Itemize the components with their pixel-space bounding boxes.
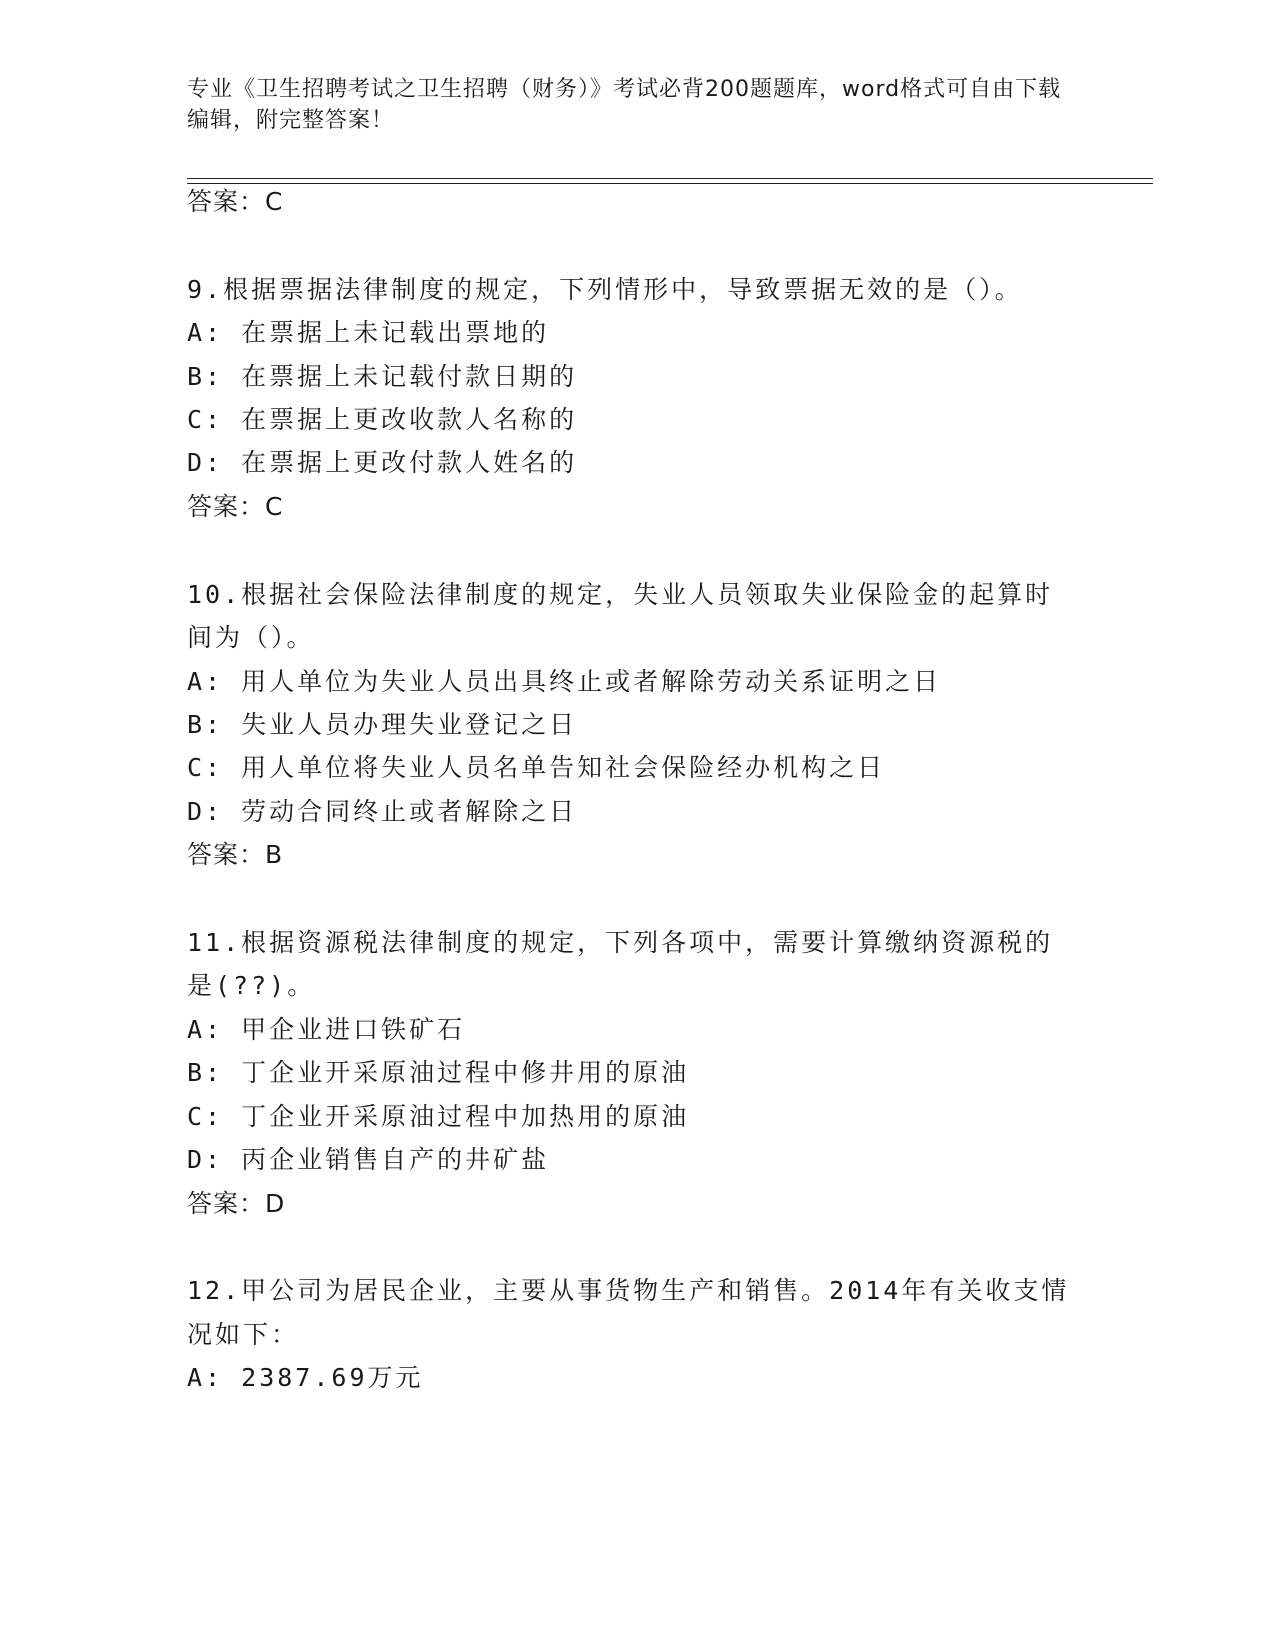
- header-rule-bottom: [187, 183, 1153, 184]
- question-10-stem-line2: 间为（）。: [187, 623, 315, 652]
- question-9-option-d: D: 在票据上更改付款人姓名的: [187, 448, 578, 477]
- question-11-answer: 答案：D: [187, 1189, 286, 1218]
- question-9-option-c: C: 在票据上更改收款人名称的: [187, 405, 578, 434]
- header-rule-top: [187, 178, 1153, 179]
- question-10-option-b: B: 失业人员办理失业登记之日: [187, 710, 578, 739]
- question-12-stem-line2: 况如下：: [187, 1320, 300, 1349]
- question-10-option-a: A: 用人单位为失业人员出具终止或者解除劳动关系证明之日: [187, 667, 942, 696]
- question-12-stem-line1: 12.甲公司为居民企业，主要从事货物生产和销售。2014年有关收支情: [187, 1276, 1070, 1305]
- question-10-option-d: D: 劳动合同终止或者解除之日: [187, 797, 578, 826]
- question-9-stem: 9.根据票据法律制度的规定，下列情形中，导致票据无效的是（）。: [187, 275, 1023, 304]
- question-10-answer: 答案：B: [187, 840, 284, 869]
- question-10-option-c: C: 用人单位将失业人员名单告知社会保险经办机构之日: [187, 753, 886, 782]
- question-9-option-b: B: 在票据上未记载付款日期的: [187, 362, 578, 391]
- question-12-option-a: A: 2387.69万元: [187, 1363, 424, 1392]
- question-11-option-d: D: 丙企业销售自产的井矿盐: [187, 1145, 550, 1174]
- document-header: 专业《卫生招聘考试之卫生招聘（财务）》考试必背200题题库，word格式可自由下载编辑，附完整答案！: [187, 77, 1062, 133]
- question-11-stem-line2: 是(??)。: [187, 971, 316, 1000]
- question-10-stem-line1: 10.根据社会保险法律制度的规定，失业人员领取失业保险金的起算时: [187, 580, 1054, 609]
- question-9-answer: 答案：C: [187, 492, 284, 521]
- question-9-option-a: A: 在票据上未记载出票地的: [187, 318, 550, 347]
- question-11-stem-line1: 11.根据资源税法律制度的规定，下列各项中，需要计算缴纳资源税的: [187, 928, 1054, 957]
- question-11-option-a: A: 甲企业进口铁矿石: [187, 1015, 466, 1044]
- answer-prev: 答案：C: [187, 187, 284, 216]
- question-11-option-b: B: 丁企业开采原油过程中修井用的原油: [187, 1058, 690, 1087]
- question-11-option-c: C: 丁企业开采原油过程中加热用的原油: [187, 1102, 690, 1131]
